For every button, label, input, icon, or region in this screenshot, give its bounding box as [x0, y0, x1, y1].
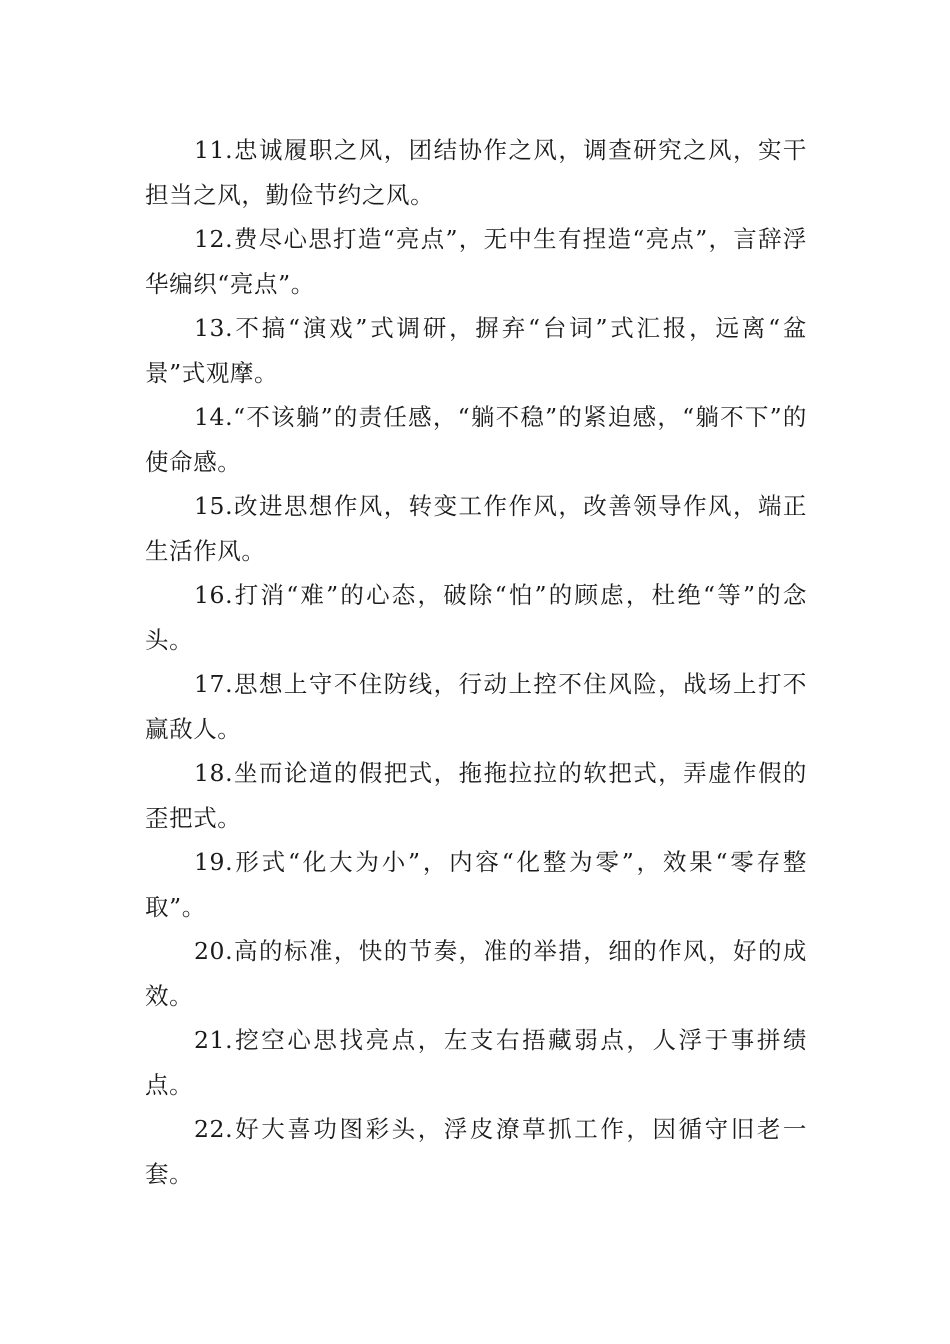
list-item: 17.思想上守不住防线，行动上控不住风险，战场上打不赢敌人。 [145, 670, 807, 743]
list-item: 13.不搞“演戏”式调研，摒弃“台词”式汇报，远离“盆景”式观摩。 [145, 314, 807, 387]
list-item: 21.挖空心思找亮点，左支右捂藏弱点，人浮于事拼绩点。 [145, 1026, 807, 1099]
list-item: 19.形式“化大为小”，内容“化整为零”，效果“零存整取”。 [145, 848, 807, 921]
list-item: 12.费尽心思打造“亮点”，无中生有捏造“亮点”，言辞浮华编织“亮点”。 [145, 225, 807, 298]
list-item: 15.改进思想作风，转变工作作风，改善领导作风，端正生活作风。 [145, 492, 807, 565]
list-item: 11.忠诚履职之风，团结协作之风，调查研究之风，实干担当之风，勤俭节约之风。 [145, 136, 807, 209]
list-item: 20.高的标准，快的节奏，准的举措，细的作风，好的成效。 [145, 937, 807, 1010]
list-item: 22.好大喜功图彩头，浮皮潦草抓工作，因循守旧老一套。 [145, 1115, 807, 1188]
list-item: 14.“不该躺”的责任感，“躺不稳”的紧迫感，“躺不下”的使命感。 [145, 403, 807, 476]
list-item: 16.打消“难”的心态，破除“怕”的顾虑，杜绝“等”的念头。 [145, 581, 807, 654]
document-body [145, 128, 807, 1196]
list-item: 18.坐而论道的假把式，拖拖拉拉的软把式，弄虚作假的歪把式。 [145, 759, 807, 832]
